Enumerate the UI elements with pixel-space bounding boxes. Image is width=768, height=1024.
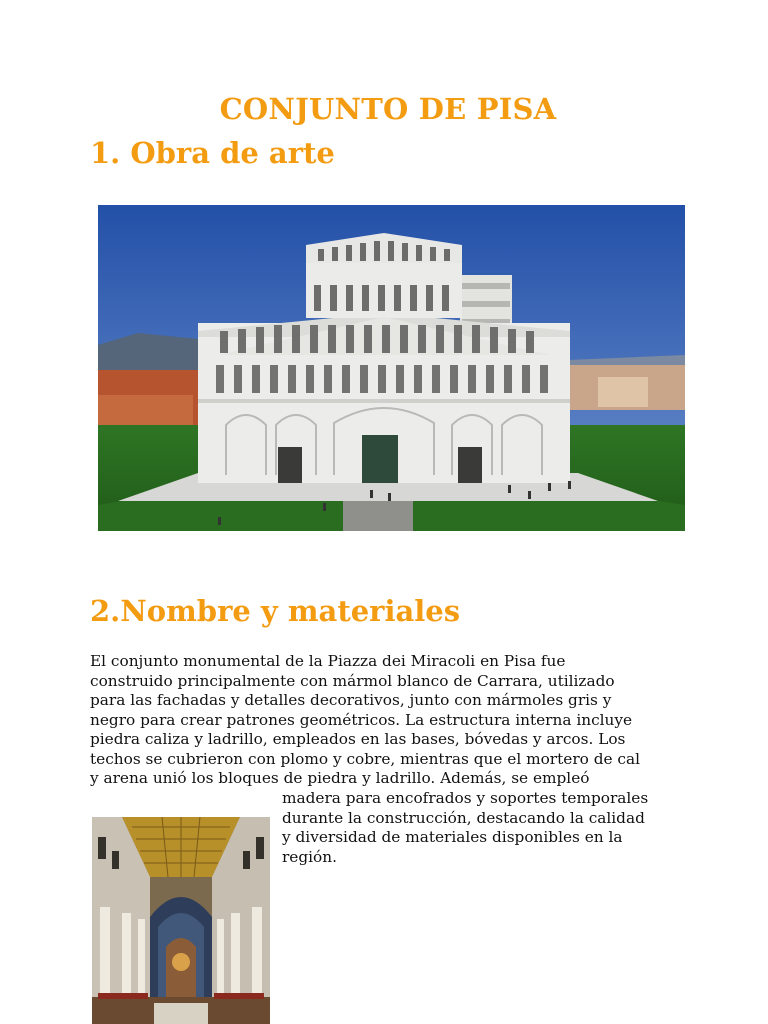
paragraph-line: techos se cubrieron con plomo y cobre, mientras que el mortero de cal (90, 749, 640, 768)
paragraph-line: y arena unió los bloques de piedra y ladrillo. Además, se empleó (90, 769, 590, 787)
materials-paragraph-wrapped (282, 789, 702, 867)
cathedral-interior-photo (92, 817, 270, 1024)
paragraph-line: madera para encofrados y soportes temporales (282, 789, 649, 807)
paragraph-line: y diversidad de materiales disponibles en la (282, 828, 623, 846)
paragraph-line: construido principalmente con mármol blanco de Carrara, utilizado (90, 671, 615, 690)
paragraph-line: región. (282, 847, 337, 866)
document-title: CONJUNTO DE PISA (219, 92, 557, 126)
paragraph-line: para las fachadas y detalles decorativos, junto con mármoles gris y (90, 691, 612, 709)
paragraph-line: negro para crear patrones geométricos. La estructura interna incluye (90, 710, 633, 729)
paragraph-line: El conjunto monumental de la Piazza dei Miracoli en Pisa fue (90, 652, 566, 670)
cathedral-photo (98, 205, 685, 531)
paragraph-line: piedra caliza y ladrillo, empleados en las bases, bóvedas y arcos. Los (90, 730, 626, 748)
materials-paragraph (90, 652, 690, 789)
section-heading-obra-de-arte: 1. Obra de arte (90, 136, 335, 170)
paragraph-line: durante la construcción, destacando la calidad (282, 808, 645, 827)
section-heading-nombre-y-materiales: 2.Nombre y materiales (90, 594, 461, 628)
